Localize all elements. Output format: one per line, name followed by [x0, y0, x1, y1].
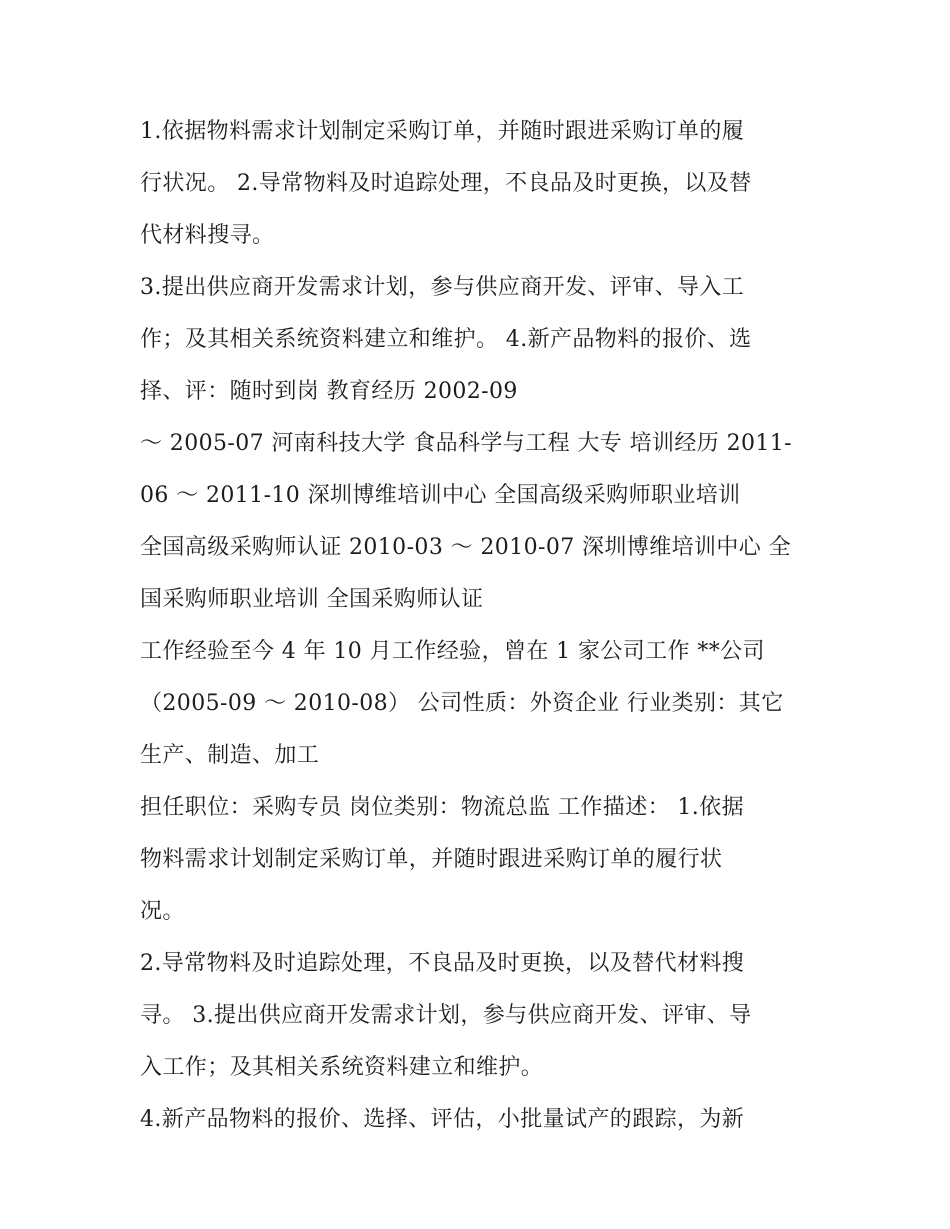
- text-line-6: 择、评：随时到岗 教育经历 2002-09: [140, 379, 518, 404]
- text-line-11: 工作经验至今 4 年 10 月工作经验，曾在 1 家公司工作 **公司: [140, 639, 765, 664]
- text-line-20: 4.新产品物料的报价、选择、评估，小批量试产的跟踪，为新: [140, 1107, 745, 1132]
- text-line-1: 1.依据物料需求计划制定采购订单，并随时跟进采购订单的履: [140, 119, 745, 144]
- text-line-15: 物料需求计划制定采购订单，并随时跟进采购订单的履行状: [140, 847, 723, 872]
- text-line-9: 全国高级采购师认证 2010-03 ～ 2010-07 深圳博维培训中心 全: [140, 535, 791, 560]
- text-line-4: 3.提出供应商开发需求计划，参与供应商开发、评审、导入工: [140, 275, 745, 300]
- text-line-7: ～ 2005-07 河南科技大学 食品科学与工程 大专 培训经历 2011-: [140, 431, 792, 456]
- text-line-8: 06 ～ 2011-10 深圳博维培训中心 全国高级采购师职业培训: [140, 483, 741, 508]
- text-line-10: 国采购师职业培训 全国采购师认证: [140, 587, 484, 612]
- text-line-2: 行状况。 2.导常物料及时追踪处理，不良品及时更换，以及替: [140, 171, 752, 196]
- text-line-16: 况。: [140, 899, 185, 924]
- text-line-5: 作；及其相关系统资料建立和维护。 4.新产品物料的报价、选: [140, 327, 752, 352]
- text-line-3: 代材料搜寻。: [140, 223, 275, 248]
- text-line-13: 生产、制造、加工: [140, 743, 320, 768]
- text-line-12: （2005-09 ～ 2010-08） 公司性质：外资企业 行业类别：其它: [140, 691, 784, 716]
- text-line-18: 寻。 3.提出供应商开发需求计划，参与供应商开发、评审、导: [140, 1003, 752, 1028]
- text-line-17: 2.导常物料及时追踪处理，不良品及时更换，以及替代材料搜: [140, 951, 745, 976]
- text-line-14: 担任职位：采购专员 岗位类别：物流总监 工作描述： 1.依据: [140, 795, 744, 820]
- text-line-19: 入工作；及其相关系统资料建立和维护。: [140, 1055, 544, 1080]
- document-body: [140, 106, 820, 1146]
